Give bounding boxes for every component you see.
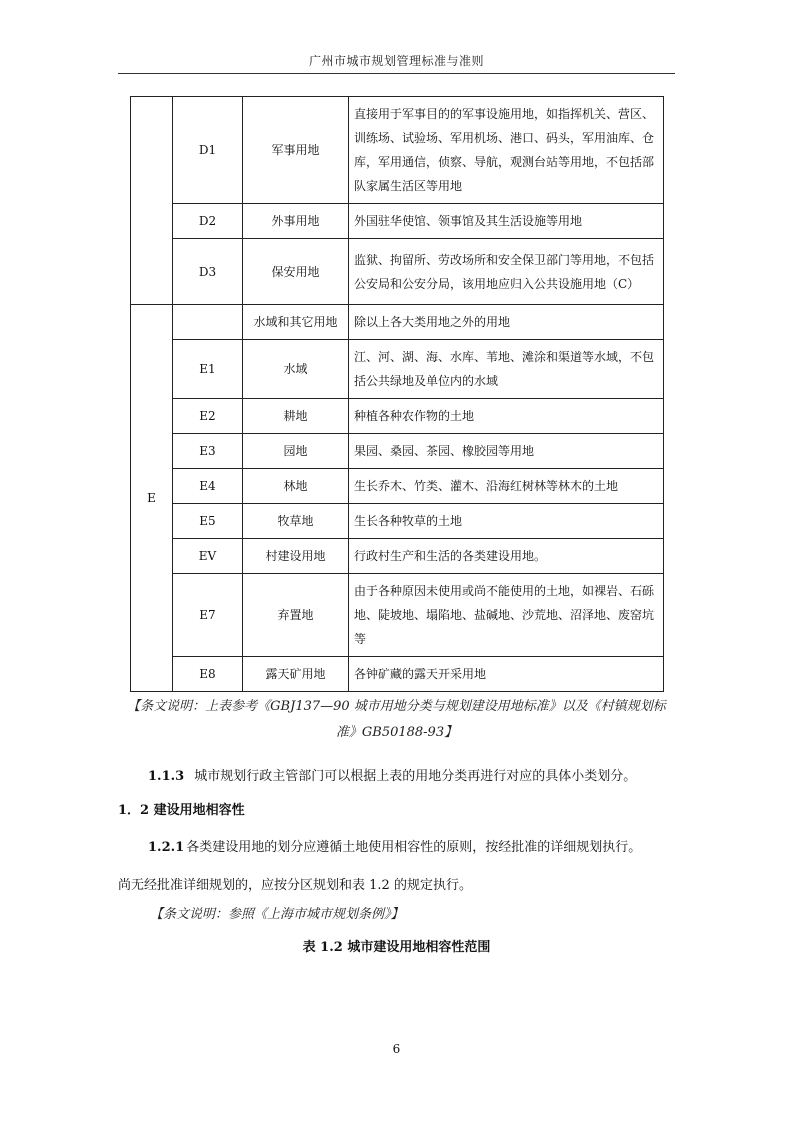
code-cell: E7 <box>173 574 243 657</box>
desc-cell: 除以上各大类用地之外的用地 <box>349 305 664 340</box>
name-cell: 牧草地 <box>243 504 349 539</box>
name-cell: 弃置地 <box>243 574 349 657</box>
name-cell: 水域和其它用地 <box>243 305 349 340</box>
clause-number: 1.1.3 <box>148 769 185 784</box>
desc-cell: 江、河、湖、海、水库、苇地、滩涂和渠道等水域，不包括公共绿地及单位内的水域 <box>349 340 664 399</box>
code-cell: D1 <box>173 97 243 204</box>
clause-number: 1.2.1 <box>148 840 185 855</box>
land-use-table <box>130 96 664 692</box>
code-cell: E3 <box>173 434 243 469</box>
clause-1-2-1 <box>148 836 641 855</box>
category-cell <box>131 97 173 305</box>
name-cell: 村建设用地 <box>243 539 349 574</box>
desc-cell: 由于各种原因未使用或尚不能使用的土地，如裸岩、石砾地、陡坡地、塌陷地、盐碱地、沙荒地、沼泽地、废窑坑等 <box>349 574 664 657</box>
code-cell <box>173 305 243 340</box>
name-cell: 林地 <box>243 469 349 504</box>
page-number: 6 <box>392 1042 401 1056</box>
table-row <box>131 305 664 340</box>
name-cell: 军事用地 <box>243 97 349 204</box>
desc-cell: 种植各种农作物的土地 <box>349 399 664 434</box>
desc-cell: 行政村生产和生活的各类建设用地。 <box>349 539 664 574</box>
desc-cell: 监狱、拘留所、劳改场所和安全保卫部门等用地，不包括公安局和公安分局，该用地应归入公共设施用地（C） <box>349 239 664 305</box>
code-cell: D3 <box>173 239 243 305</box>
table-row <box>131 340 664 399</box>
table-row <box>131 469 664 504</box>
clause-1-1-3 <box>148 765 636 784</box>
desc-cell: 生长各种牧草的土地 <box>349 504 664 539</box>
desc-cell: 生长乔木、竹类、灌木、沿海红树林等林木的土地 <box>349 469 664 504</box>
table-row <box>131 657 664 692</box>
desc-cell: 果园、桑园、茶园、橡胶园等用地 <box>349 434 664 469</box>
code-cell: D2 <box>173 204 243 239</box>
code-cell: E2 <box>173 399 243 434</box>
code-cell: E1 <box>173 340 243 399</box>
clause-text: 各类建设用地的划分应遵循土地使用相容性的原则，按经批准的详细规划执行。 <box>186 840 642 855</box>
table-row <box>131 399 664 434</box>
name-cell: 园地 <box>243 434 349 469</box>
section-heading: 1．2 建设用地相容性 <box>118 803 245 818</box>
name-cell: 保安用地 <box>243 239 349 305</box>
clause-1-2-1-continued: 尚无经批准详细规划的，应按分区规划和表 1.2 的规定执行。 <box>118 878 472 893</box>
table-row <box>131 504 664 539</box>
category-cell: E <box>131 305 173 692</box>
desc-cell: 各钟矿藏的露天开采用地 <box>349 657 664 692</box>
name-cell: 露天矿用地 <box>243 657 349 692</box>
table-row <box>131 97 664 204</box>
clause-explanation-note: 【条文说明：参照《上海市城市规划条例》】 <box>150 907 404 922</box>
table-row <box>131 574 664 657</box>
clause-text: 城市规划行政主管部门可以根据上表的用地分类再进行对应的具体小类划分。 <box>194 769 637 784</box>
table-row <box>131 239 664 305</box>
table-caption: 表 1.2 城市建设用地相容性范围 <box>302 940 491 955</box>
name-cell: 外事用地 <box>243 204 349 239</box>
table-explanation-note: 【条文说明：上表参考《GBJ137—90 城市用地分类与规划建设用地标准》以及《村镇规划标准》GB50188-93】 <box>127 699 666 740</box>
code-cell: E5 <box>173 504 243 539</box>
table-row <box>131 539 664 574</box>
desc-cell: 外国驻华使馆、领事馆及其生活设施等用地 <box>349 204 664 239</box>
desc-cell: 直接用于军事目的的军事设施用地，如指挥机关、营区、训练场、试验场、军用机场、港口、码头，军用油库、仓库，军用通信，侦察、导航，观测台站等用地，不包括部队家属生活区等用地 <box>349 97 664 204</box>
table-row <box>131 434 664 469</box>
page-header: 广州市城市规划管理标准与准则 <box>308 54 484 68</box>
header-divider <box>118 73 675 74</box>
code-cell: E8 <box>173 657 243 692</box>
name-cell: 耕地 <box>243 399 349 434</box>
code-cell: EV <box>173 539 243 574</box>
code-cell: E4 <box>173 469 243 504</box>
name-cell: 水域 <box>243 340 349 399</box>
table-row <box>131 204 664 239</box>
